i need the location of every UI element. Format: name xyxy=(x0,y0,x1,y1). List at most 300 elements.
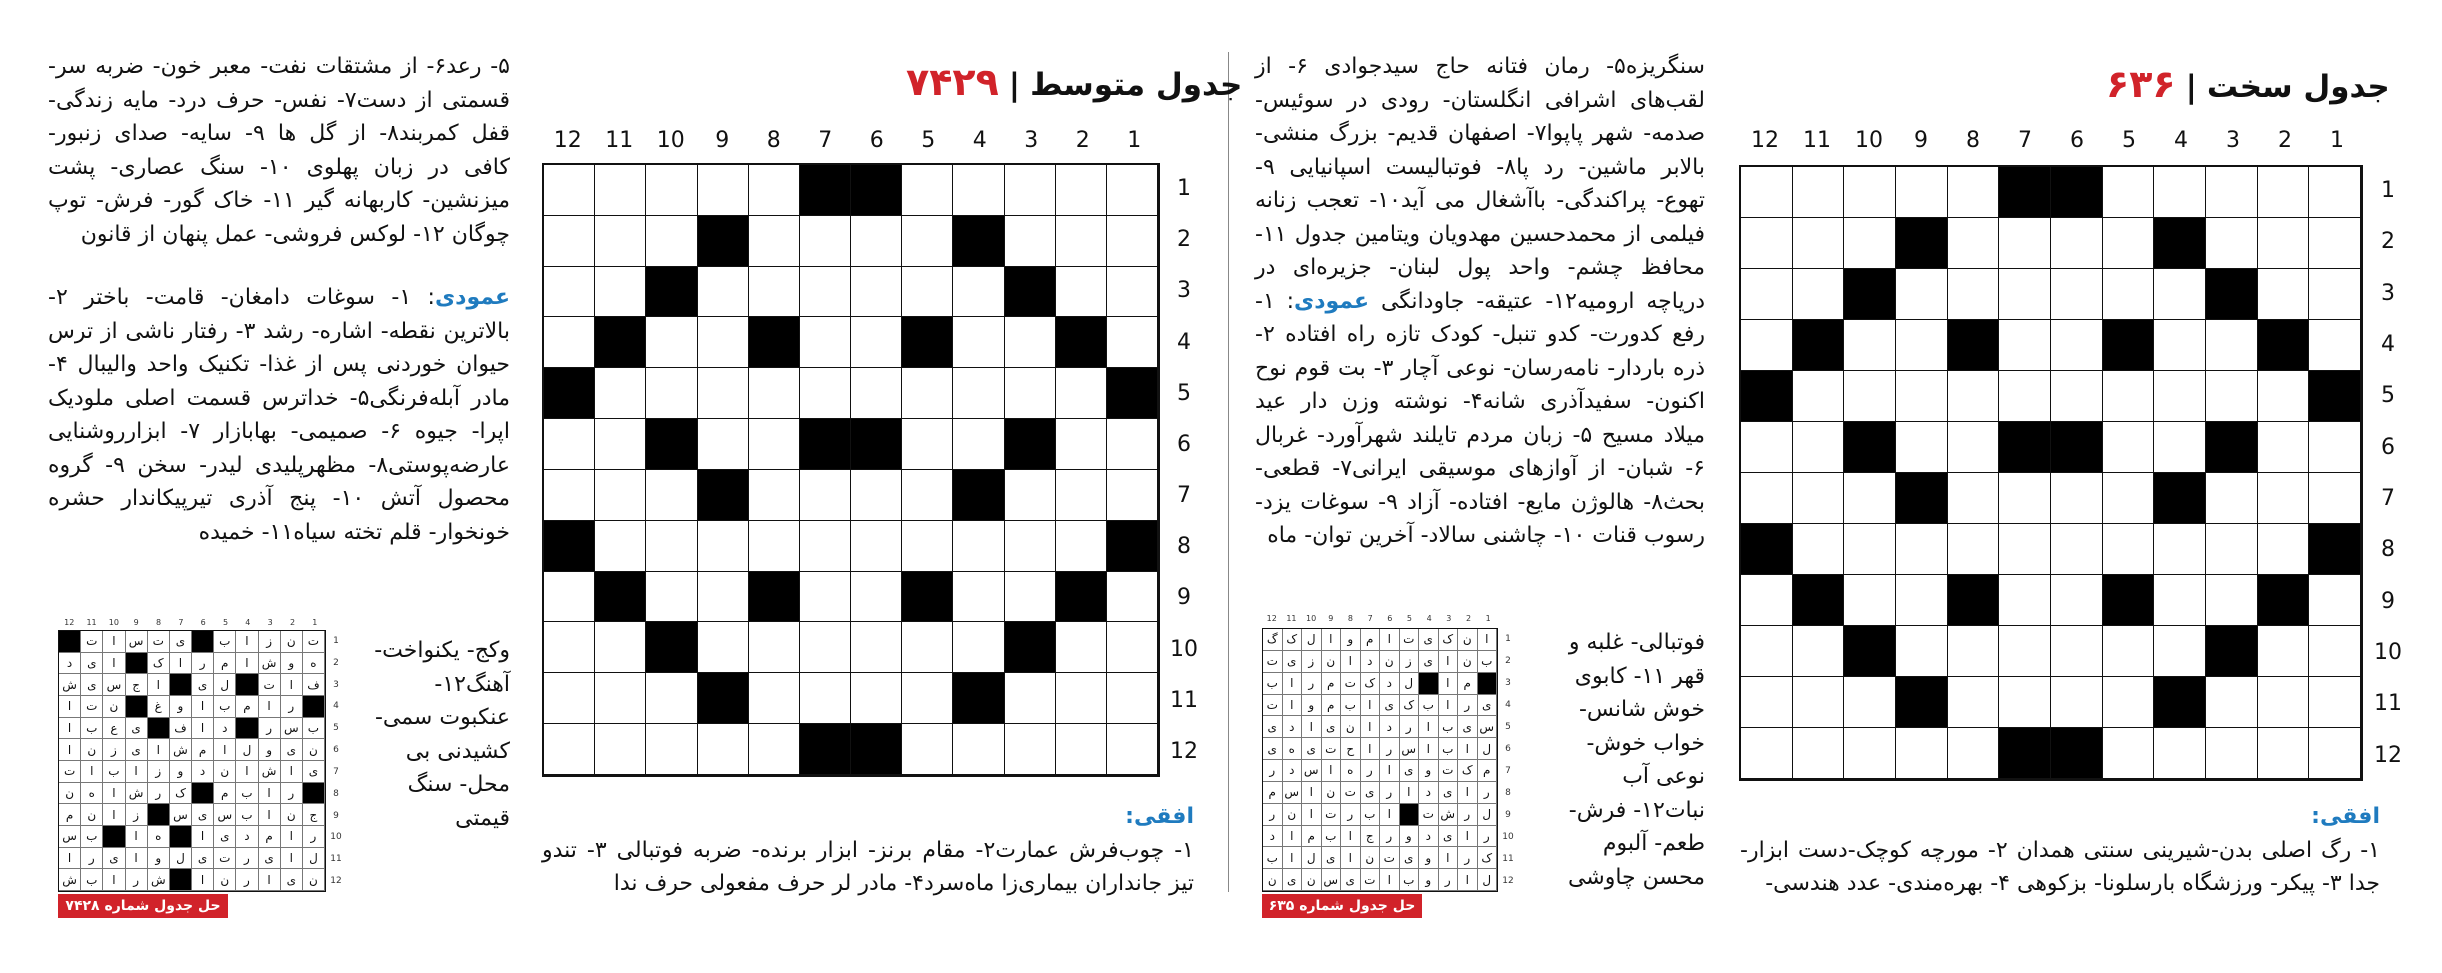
column4-side-line: آهنگ۱۲- xyxy=(434,671,510,697)
solution-letter: ل xyxy=(1302,847,1322,869)
grid-cell[interactable] xyxy=(2206,320,2258,371)
grid-cell[interactable] xyxy=(2258,167,2310,218)
grid-cell[interactable] xyxy=(2051,626,2103,677)
solution-letter: ج xyxy=(126,674,148,696)
solution-row-number: 5 xyxy=(1505,722,1511,732)
grid-cell[interactable] xyxy=(2258,677,2310,728)
grid-cell[interactable] xyxy=(1056,673,1107,724)
grid-cell[interactable] xyxy=(2154,371,2206,422)
solution-letter: ر xyxy=(259,718,281,740)
solution-letter: ت xyxy=(1361,869,1381,891)
black-cell xyxy=(902,317,953,368)
solution-letter: ل xyxy=(214,674,236,696)
grid-cell[interactable] xyxy=(1896,167,1948,218)
grid-cell[interactable] xyxy=(953,267,1004,318)
column-number: 9 xyxy=(1914,128,1928,153)
grid-cell[interactable] xyxy=(1793,422,1845,473)
medium-across-text: ۱- چوب‌فرش عمارت۲- مقام برنز- ابزار برنده- ضربه فوتبالی ۳- تندو تیز جانداران بیماری‌زا ماه‌سرد۴- مادر لر حرف مفعولی حرف ندا xyxy=(542,837,1194,896)
grid-cell[interactable] xyxy=(1005,673,1056,724)
grid-cell[interactable] xyxy=(851,521,902,572)
row-number: 9 xyxy=(2381,588,2395,614)
grid-cell[interactable] xyxy=(2154,269,2206,320)
grid-cell[interactable] xyxy=(1793,728,1845,779)
grid-cell[interactable] xyxy=(1741,320,1793,371)
grid-cell[interactable] xyxy=(749,470,800,521)
grid-cell[interactable] xyxy=(595,521,646,572)
grid-cell[interactable] xyxy=(1793,473,1845,524)
grid-cell[interactable] xyxy=(646,216,697,267)
grid-cell[interactable] xyxy=(1793,626,1845,677)
grid-cell[interactable] xyxy=(749,521,800,572)
grid-cell[interactable] xyxy=(2206,167,2258,218)
grid-cell[interactable] xyxy=(800,216,851,267)
grid-cell[interactable] xyxy=(953,368,1004,419)
solution-letter: ر xyxy=(1400,716,1420,738)
grid-cell[interactable] xyxy=(800,521,851,572)
grid-cell[interactable] xyxy=(1107,724,1158,775)
solution-letter: ا xyxy=(1341,826,1361,848)
grid-cell[interactable] xyxy=(851,470,902,521)
grid-cell[interactable] xyxy=(1896,524,1948,575)
grid-cell[interactable] xyxy=(1056,267,1107,318)
grid-cell[interactable] xyxy=(698,165,749,216)
grid-cell[interactable] xyxy=(1793,218,1845,269)
black-cell xyxy=(749,572,800,623)
grid-cell[interactable] xyxy=(2154,320,2206,371)
grid-cell[interactable] xyxy=(1741,677,1793,728)
grid-cell[interactable] xyxy=(1999,524,2051,575)
grid-cell[interactable] xyxy=(2309,728,2361,779)
grid-cell[interactable] xyxy=(1948,473,2000,524)
column-number: 8 xyxy=(766,128,781,153)
grid-cell[interactable] xyxy=(1948,728,2000,779)
grid-cell[interactable] xyxy=(1005,724,1056,775)
grid-cell[interactable] xyxy=(1741,626,1793,677)
grid-cell[interactable] xyxy=(646,572,697,623)
grid-cell[interactable] xyxy=(698,419,749,470)
grid-cell[interactable] xyxy=(2206,575,2258,626)
grid-cell[interactable] xyxy=(800,572,851,623)
grid-cell[interactable] xyxy=(1005,317,1056,368)
grid-cell[interactable] xyxy=(2103,626,2155,677)
grid-cell[interactable] xyxy=(749,267,800,318)
grid-cell[interactable] xyxy=(544,673,595,724)
grid-cell[interactable] xyxy=(2206,218,2258,269)
solution-7428-grid xyxy=(58,630,326,892)
grid-cell[interactable] xyxy=(2206,371,2258,422)
grid-cell[interactable] xyxy=(2051,269,2103,320)
grid-cell[interactable] xyxy=(1999,371,2051,422)
grid-cell[interactable] xyxy=(646,165,697,216)
grid-cell[interactable] xyxy=(1844,677,1896,728)
grid-cell[interactable] xyxy=(2103,371,2155,422)
black-cell xyxy=(698,216,749,267)
grid-cell[interactable] xyxy=(1999,677,2051,728)
solution-black-cell xyxy=(192,783,214,805)
grid-cell[interactable] xyxy=(1107,317,1158,368)
grid-cell[interactable] xyxy=(1999,269,2051,320)
grid-cell[interactable] xyxy=(646,521,697,572)
grid-cell[interactable] xyxy=(544,470,595,521)
grid-cell[interactable] xyxy=(2103,422,2155,473)
grid-cell[interactable] xyxy=(953,724,1004,775)
solution-letter: ی xyxy=(1439,782,1459,804)
grid-cell[interactable] xyxy=(1896,422,1948,473)
solution-black-cell xyxy=(126,696,148,718)
grid-cell[interactable] xyxy=(902,216,953,267)
grid-cell[interactable] xyxy=(953,572,1004,623)
grid-cell[interactable] xyxy=(698,521,749,572)
solution-635-column-numbers xyxy=(1262,614,1498,623)
solution-letter: ل xyxy=(1478,869,1498,891)
grid-cell[interactable] xyxy=(2309,626,2361,677)
grid-cell[interactable] xyxy=(1005,368,1056,419)
grid-cell[interactable] xyxy=(902,673,953,724)
solution-635-row-numbers xyxy=(1500,628,1516,892)
solution-letter: ن xyxy=(1341,716,1361,738)
grid-cell[interactable] xyxy=(2051,524,2103,575)
grid-cell[interactable] xyxy=(646,317,697,368)
grid-cell[interactable] xyxy=(1056,165,1107,216)
grid-cell[interactable] xyxy=(646,470,697,521)
grid-cell[interactable] xyxy=(1844,371,1896,422)
grid-cell[interactable] xyxy=(2051,371,2103,422)
grid-cell[interactable] xyxy=(1999,218,2051,269)
row-number: 6 xyxy=(2381,434,2395,460)
grid-cell[interactable] xyxy=(544,419,595,470)
grid-cell[interactable] xyxy=(1793,269,1845,320)
grid-cell[interactable] xyxy=(1948,626,2000,677)
grid-cell[interactable] xyxy=(851,317,902,368)
grid-cell[interactable] xyxy=(902,165,953,216)
grid-cell[interactable] xyxy=(1844,473,1896,524)
grid-cell[interactable] xyxy=(953,521,1004,572)
grid-cell[interactable] xyxy=(902,368,953,419)
grid-cell[interactable] xyxy=(1741,473,1793,524)
row-number: 8 xyxy=(1177,534,1191,560)
grid-cell[interactable] xyxy=(2309,167,2361,218)
grid-cell[interactable] xyxy=(749,622,800,673)
grid-cell[interactable] xyxy=(1107,622,1158,673)
grid-cell[interactable] xyxy=(2154,728,2206,779)
grid-cell[interactable] xyxy=(2309,320,2361,371)
grid-cell[interactable] xyxy=(953,165,1004,216)
grid-cell[interactable] xyxy=(698,267,749,318)
grid-cell[interactable] xyxy=(2051,677,2103,728)
grid-cell[interactable] xyxy=(902,521,953,572)
column-number: 4 xyxy=(2174,128,2188,153)
grid-cell[interactable] xyxy=(2051,473,2103,524)
grid-cell[interactable] xyxy=(1793,677,1845,728)
grid-cell[interactable] xyxy=(544,216,595,267)
grid-cell[interactable] xyxy=(2309,677,2361,728)
grid-cell[interactable] xyxy=(851,368,902,419)
solution-row-number: 8 xyxy=(333,788,339,799)
grid-cell[interactable] xyxy=(2103,218,2155,269)
solution-black-cell xyxy=(303,696,325,718)
medium-column-numbers xyxy=(542,128,1160,153)
grid-cell[interactable] xyxy=(1056,622,1107,673)
solution-letter: ر xyxy=(281,696,303,718)
grid-cell[interactable] xyxy=(595,470,646,521)
solution-black-cell xyxy=(170,869,192,891)
solution-letter: ر xyxy=(1478,826,1498,848)
solution-letter: ر xyxy=(148,783,170,805)
grid-cell[interactable] xyxy=(1948,218,2000,269)
grid-cell[interactable] xyxy=(1056,368,1107,419)
column-number: 9 xyxy=(715,128,730,153)
grid-cell[interactable] xyxy=(1056,419,1107,470)
solution-letter: ی xyxy=(192,674,214,696)
grid-cell[interactable] xyxy=(2206,524,2258,575)
row-number: 10 xyxy=(1170,636,1198,662)
grid-cell[interactable] xyxy=(646,673,697,724)
grid-cell[interactable] xyxy=(544,267,595,318)
grid-cell[interactable] xyxy=(749,368,800,419)
grid-cell[interactable] xyxy=(1844,524,1896,575)
grid-cell[interactable] xyxy=(2309,575,2361,626)
grid-cell[interactable] xyxy=(1844,728,1896,779)
grid-cell[interactable] xyxy=(544,165,595,216)
grid-cell[interactable] xyxy=(1948,677,2000,728)
grid-cell[interactable] xyxy=(2206,677,2258,728)
grid-cell[interactable] xyxy=(1999,320,2051,371)
grid-cell[interactable] xyxy=(2206,728,2258,779)
black-cell xyxy=(1948,575,2000,626)
grid-cell[interactable] xyxy=(902,419,953,470)
hard-title-number: ۶۳۶ xyxy=(2106,62,2176,106)
grid-cell[interactable] xyxy=(851,216,902,267)
grid-cell[interactable] xyxy=(2154,524,2206,575)
grid-cell[interactable] xyxy=(2258,422,2310,473)
grid-cell[interactable] xyxy=(1948,167,2000,218)
grid-cell[interactable] xyxy=(1844,320,1896,371)
grid-cell[interactable] xyxy=(595,724,646,775)
grid-cell[interactable] xyxy=(2103,269,2155,320)
grid-cell[interactable] xyxy=(1056,521,1107,572)
grid-cell[interactable] xyxy=(1056,216,1107,267)
grid-cell[interactable] xyxy=(1844,218,1896,269)
grid-cell[interactable] xyxy=(1896,269,1948,320)
grid-cell[interactable] xyxy=(1793,371,1845,422)
row-number: 3 xyxy=(1177,278,1191,304)
solution-row-number: 2 xyxy=(1505,656,1511,666)
grid-cell[interactable] xyxy=(1005,521,1056,572)
grid-cell[interactable] xyxy=(1005,216,1056,267)
grid-cell[interactable] xyxy=(2258,524,2310,575)
grid-cell[interactable] xyxy=(749,216,800,267)
grid-cell[interactable] xyxy=(800,673,851,724)
column-number: 2 xyxy=(2278,128,2292,153)
grid-cell[interactable] xyxy=(544,317,595,368)
solution-letter: ا xyxy=(259,804,281,826)
grid-cell[interactable] xyxy=(749,724,800,775)
grid-cell[interactable] xyxy=(2258,728,2310,779)
solution-letter: د xyxy=(59,653,81,675)
solution-letter: ا xyxy=(59,848,81,870)
grid-cell[interactable] xyxy=(902,724,953,775)
solution-letter: ا xyxy=(1400,782,1420,804)
solution-letter: ی xyxy=(103,848,125,870)
grid-cell[interactable] xyxy=(953,622,1004,673)
grid-cell[interactable] xyxy=(2309,422,2361,473)
black-cell xyxy=(646,622,697,673)
solution-letter: ی xyxy=(1302,738,1322,760)
grid-cell[interactable] xyxy=(595,622,646,673)
grid-cell[interactable] xyxy=(646,368,697,419)
grid-cell[interactable] xyxy=(1948,371,2000,422)
solution-letter: ا xyxy=(148,674,170,696)
row-number: 3 xyxy=(2381,280,2395,306)
solution-letter: ک xyxy=(1361,673,1381,695)
grid-cell[interactable] xyxy=(698,317,749,368)
grid-cell[interactable] xyxy=(1741,167,1793,218)
grid-cell[interactable] xyxy=(2154,167,2206,218)
grid-cell[interactable] xyxy=(2051,575,2103,626)
solution-letter: ش xyxy=(1439,804,1459,826)
black-cell xyxy=(698,470,749,521)
grid-cell[interactable] xyxy=(1107,470,1158,521)
grid-cell[interactable] xyxy=(2103,677,2155,728)
solution-letter: ل xyxy=(1400,673,1420,695)
grid-cell[interactable] xyxy=(800,317,851,368)
grid-cell[interactable] xyxy=(595,216,646,267)
grid-cell[interactable] xyxy=(1896,626,1948,677)
grid-cell[interactable] xyxy=(2051,320,2103,371)
grid-cell[interactable] xyxy=(2154,422,2206,473)
grid-cell[interactable] xyxy=(800,622,851,673)
solution-column-number: 3 xyxy=(1446,614,1452,623)
grid-cell[interactable] xyxy=(595,419,646,470)
grid-cell[interactable] xyxy=(749,165,800,216)
grid-cell[interactable] xyxy=(1107,673,1158,724)
grid-cell[interactable] xyxy=(851,673,902,724)
grid-cell[interactable] xyxy=(544,572,595,623)
grid-cell[interactable] xyxy=(1741,575,1793,626)
solution-letter: ن xyxy=(1322,782,1342,804)
row-number: 6 xyxy=(1177,431,1191,457)
grid-cell[interactable] xyxy=(1107,165,1158,216)
solution-letter: غ xyxy=(148,696,170,718)
grid-cell[interactable] xyxy=(1948,524,2000,575)
grid-cell[interactable] xyxy=(1056,724,1107,775)
grid-cell[interactable] xyxy=(698,572,749,623)
grid-cell[interactable] xyxy=(1056,470,1107,521)
grid-cell[interactable] xyxy=(646,724,697,775)
column4-clues xyxy=(48,50,510,549)
solution-column-number: 1 xyxy=(1485,614,1491,623)
grid-cell[interactable] xyxy=(2258,626,2310,677)
grid-cell[interactable] xyxy=(902,470,953,521)
grid-cell[interactable] xyxy=(2309,269,2361,320)
grid-cell[interactable] xyxy=(2051,218,2103,269)
grid-cell[interactable] xyxy=(1844,575,1896,626)
grid-cell[interactable] xyxy=(2154,575,2206,626)
grid-cell[interactable] xyxy=(953,419,1004,470)
grid-cell[interactable] xyxy=(1107,419,1158,470)
grid-cell[interactable] xyxy=(2258,371,2310,422)
grid-cell[interactable] xyxy=(2258,473,2310,524)
grid-cell[interactable] xyxy=(2309,218,2361,269)
grid-cell[interactable] xyxy=(800,470,851,521)
solution-letter: م xyxy=(1478,760,1498,782)
grid-cell[interactable] xyxy=(1005,470,1056,521)
solution-letter: ی xyxy=(126,739,148,761)
grid-cell[interactable] xyxy=(1896,320,1948,371)
solution-letter: ا xyxy=(1380,629,1400,651)
solution-letter: ح xyxy=(1341,738,1361,760)
grid-cell[interactable] xyxy=(851,572,902,623)
grid-cell[interactable] xyxy=(698,622,749,673)
grid-cell[interactable] xyxy=(2258,269,2310,320)
grid-cell[interactable] xyxy=(1107,572,1158,623)
grid-cell[interactable] xyxy=(1107,267,1158,318)
grid-cell[interactable] xyxy=(2309,473,2361,524)
grid-cell[interactable] xyxy=(1741,269,1793,320)
grid-cell[interactable] xyxy=(1741,218,1793,269)
grid-cell[interactable] xyxy=(1005,572,1056,623)
grid-cell[interactable] xyxy=(1896,728,1948,779)
grid-cell[interactable] xyxy=(1999,626,2051,677)
grid-cell[interactable] xyxy=(595,368,646,419)
grid-cell[interactable] xyxy=(2154,626,2206,677)
solution-letter: م xyxy=(1322,673,1342,695)
grid-cell[interactable] xyxy=(1741,422,1793,473)
grid-cell[interactable] xyxy=(1107,216,1158,267)
grid-cell[interactable] xyxy=(1793,524,1845,575)
grid-cell[interactable] xyxy=(953,317,1004,368)
grid-cell[interactable] xyxy=(595,267,646,318)
grid-cell[interactable] xyxy=(2206,473,2258,524)
grid-cell[interactable] xyxy=(698,368,749,419)
grid-cell[interactable] xyxy=(1741,728,1793,779)
grid-cell[interactable] xyxy=(1948,422,2000,473)
grid-cell[interactable] xyxy=(544,724,595,775)
grid-cell[interactable] xyxy=(902,622,953,673)
grid-cell[interactable] xyxy=(1896,371,1948,422)
grid-cell[interactable] xyxy=(800,267,851,318)
grid-cell[interactable] xyxy=(2103,167,2155,218)
grid-cell[interactable] xyxy=(800,368,851,419)
grid-cell[interactable] xyxy=(595,165,646,216)
grid-cell[interactable] xyxy=(2103,524,2155,575)
grid-cell[interactable] xyxy=(1896,575,1948,626)
grid-cell[interactable] xyxy=(2103,473,2155,524)
grid-cell[interactable] xyxy=(2103,728,2155,779)
grid-cell[interactable] xyxy=(2258,218,2310,269)
grid-cell[interactable] xyxy=(1999,473,2051,524)
grid-cell[interactable] xyxy=(851,622,902,673)
black-cell xyxy=(800,724,851,775)
grid-cell[interactable] xyxy=(595,673,646,724)
grid-cell[interactable] xyxy=(749,419,800,470)
grid-cell[interactable] xyxy=(1005,165,1056,216)
solution-letter: ا xyxy=(1380,760,1400,782)
solution-letter: م xyxy=(236,696,258,718)
grid-cell[interactable] xyxy=(749,673,800,724)
grid-cell[interactable] xyxy=(1948,269,2000,320)
grid-cell[interactable] xyxy=(1793,167,1845,218)
grid-cell[interactable] xyxy=(1844,167,1896,218)
grid-cell[interactable] xyxy=(902,267,953,318)
solution-letter: ی xyxy=(281,739,303,761)
column-number: 2 xyxy=(1075,128,1090,153)
grid-cell[interactable] xyxy=(1999,575,2051,626)
grid-cell[interactable] xyxy=(851,267,902,318)
grid-cell[interactable] xyxy=(698,724,749,775)
solution-letter: ل xyxy=(1478,738,1498,760)
grid-cell[interactable] xyxy=(544,622,595,673)
